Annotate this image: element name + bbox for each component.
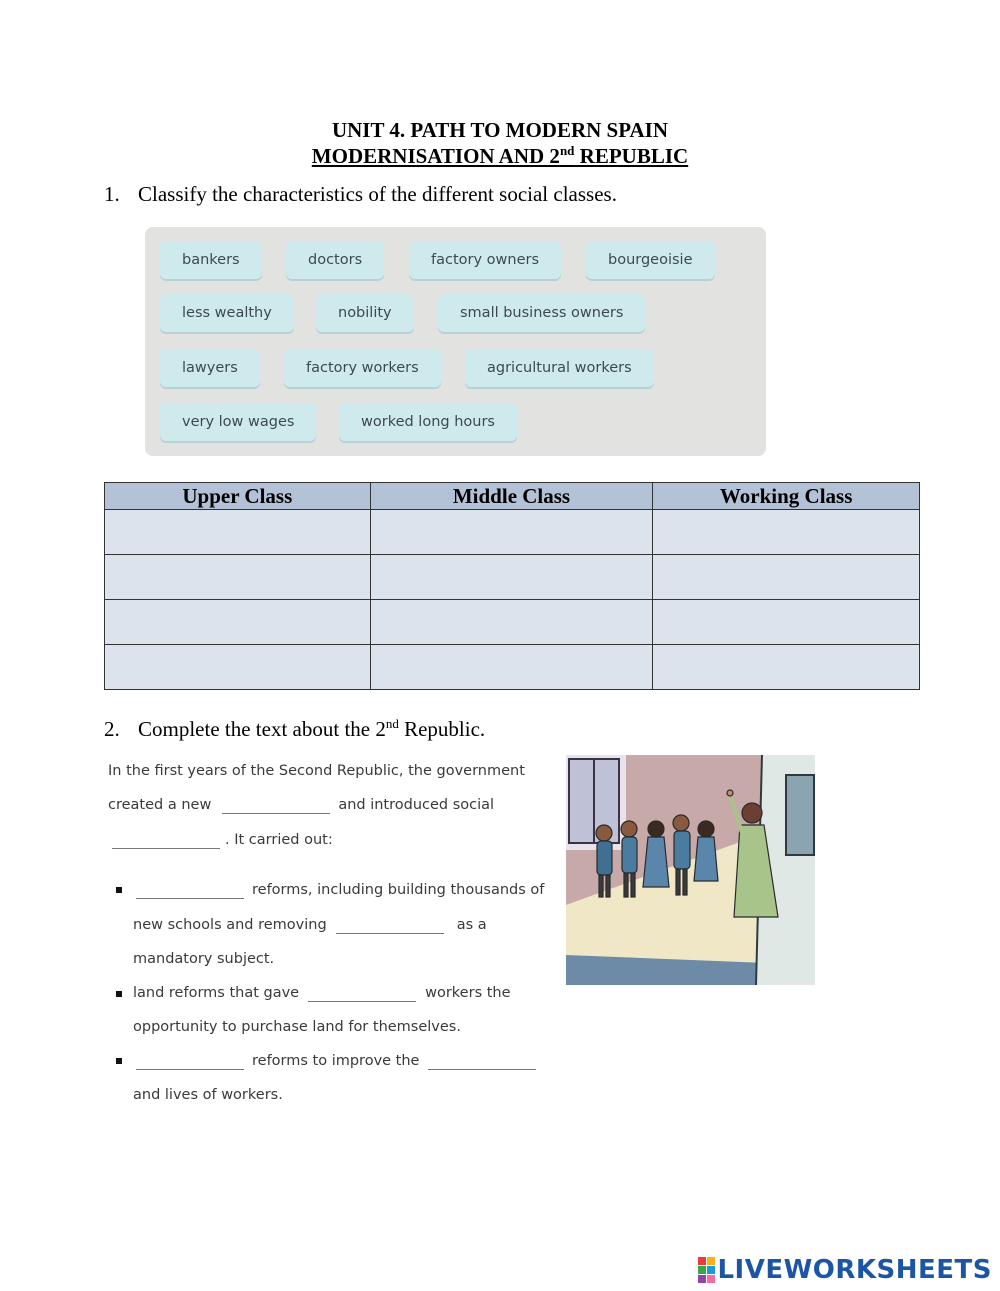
blank-input[interactable] [136, 1053, 244, 1070]
passage-line: . It carried out: [108, 832, 333, 849]
liveworksheets-logo [698, 1253, 992, 1287]
drop-cell[interactable] [105, 645, 371, 690]
header-working-class: Working Class [653, 483, 920, 510]
teacher-children-image [566, 755, 815, 985]
blank-input[interactable] [112, 832, 220, 849]
word-chip[interactable]: worked long hours [339, 403, 517, 441]
word-chip[interactable]: very low wages [160, 403, 316, 441]
blank-input[interactable] [222, 797, 330, 814]
blank-input[interactable] [136, 882, 244, 899]
drop-cell[interactable] [370, 600, 653, 645]
word-chip[interactable]: factory owners [409, 241, 561, 279]
classification-table [104, 482, 920, 690]
word-chip[interactable]: bankers [160, 241, 262, 279]
drop-cell[interactable] [370, 645, 653, 690]
table-header-row [105, 483, 920, 510]
blank-input[interactable] [428, 1053, 536, 1070]
drop-cell[interactable] [105, 600, 371, 645]
word-chip[interactable]: less wealthy [160, 294, 294, 332]
header-middle-class: Middle Class [370, 483, 653, 510]
drop-cell[interactable] [653, 555, 920, 600]
word-bank [145, 227, 766, 456]
passage-line: reforms, including building thousands of [133, 882, 544, 899]
bullet-icon [116, 1058, 122, 1064]
drop-cell[interactable] [105, 555, 371, 600]
page-title: UNIT 4. PATH TO MODERN SPAIN [331, 118, 669, 142]
passage-line: In the first years of the Second Republic, the government [108, 763, 525, 779]
table-row [105, 645, 920, 690]
blank-input[interactable] [336, 917, 444, 934]
word-chip[interactable]: bourgeoisie [586, 241, 715, 279]
passage-line: land reforms that gave workers the [133, 985, 511, 1001]
word-chip[interactable]: nobility [316, 294, 414, 332]
blank-input[interactable] [308, 985, 416, 1002]
question-2: 2. Complete the text about the 2nd Republic. [104, 716, 486, 741]
table-row [105, 510, 920, 555]
bullet-icon [116, 991, 122, 997]
word-chip[interactable]: factory workers [284, 349, 441, 387]
question-1: 1. Classify the characteristics of the different social classes. [104, 182, 617, 206]
logo-text: LIVEWORKSHEETS [717, 1255, 992, 1285]
passage-line: reforms to improve the [133, 1053, 541, 1070]
passage-line: opportunity to purchase land for themselves. [133, 1019, 461, 1035]
word-chip[interactable]: doctors [286, 241, 384, 279]
classroom-illustration [566, 755, 815, 985]
passage-line: and lives of workers. [133, 1087, 283, 1103]
logo-icon [698, 1257, 715, 1283]
bullet-icon [116, 887, 122, 893]
word-chip[interactable]: small business owners [438, 294, 645, 332]
passage-line: mandatory subject. [133, 951, 275, 967]
page-subtitle: MODERNISATION AND 2nd REPUBLIC [311, 143, 689, 168]
passage-line: created a new and introduced social [108, 797, 495, 813]
drop-cell[interactable] [370, 555, 653, 600]
table-row [105, 600, 920, 645]
header-upper-class: Upper Class [105, 483, 371, 510]
table-row [105, 555, 920, 600]
passage-line: new schools and removing as a [133, 917, 487, 933]
word-chip[interactable]: lawyers [160, 349, 260, 387]
drop-cell[interactable] [653, 510, 920, 555]
drop-cell[interactable] [370, 510, 653, 555]
drop-cell[interactable] [105, 510, 371, 555]
drop-cell[interactable] [653, 645, 920, 690]
word-chip[interactable]: agricultural workers [465, 349, 654, 387]
drop-cell[interactable] [653, 600, 920, 645]
